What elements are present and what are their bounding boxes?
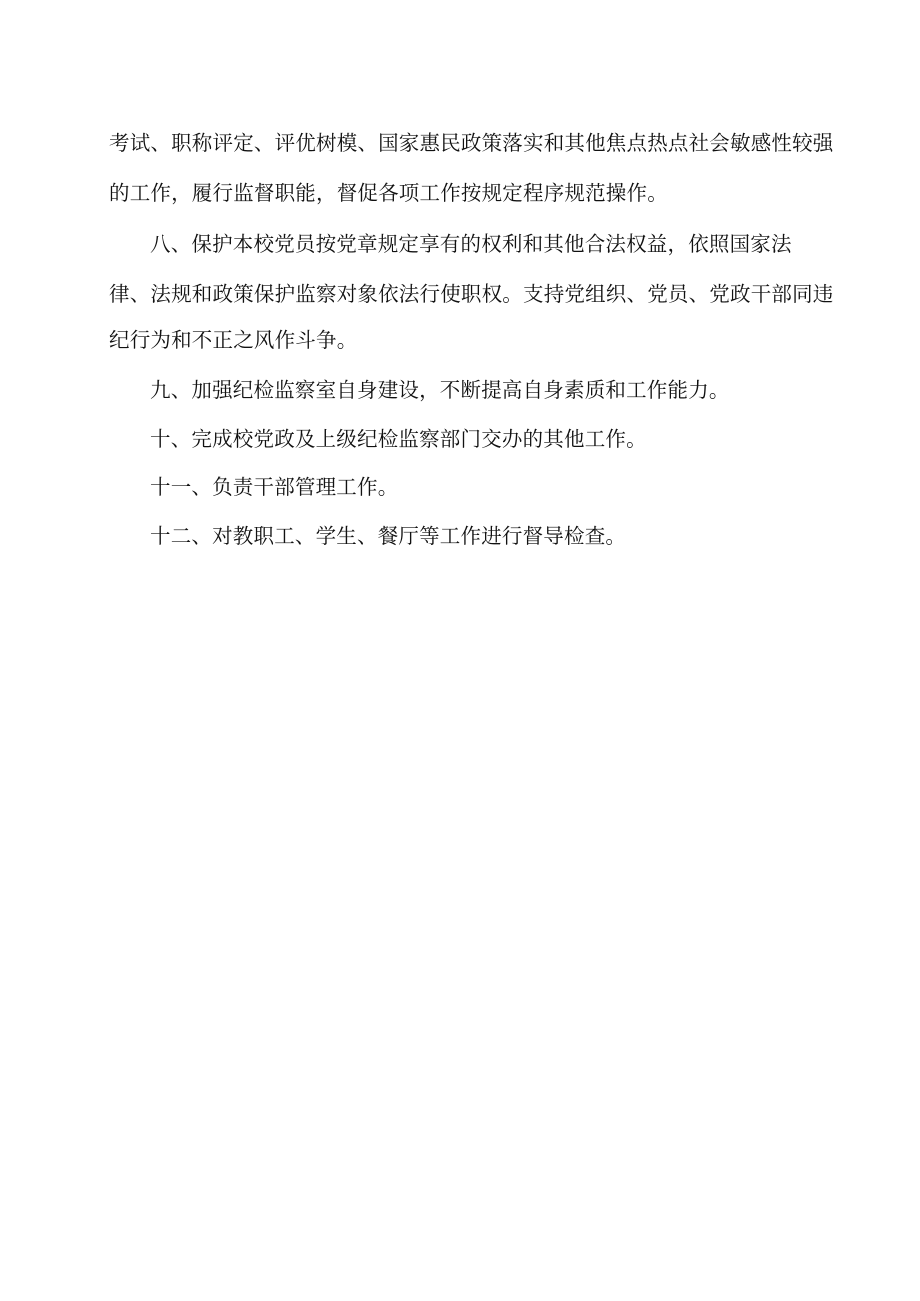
paragraph-8-line-3: 纪行为和不正之风作斗争。 — [109, 328, 358, 352]
paragraph-11: 十一、负责干部管理工作。 — [150, 475, 399, 499]
paragraph-10: 十、完成校党政及上级纪检监察部门交办的其他工作。 — [150, 427, 647, 451]
paragraph-8-line-1: 八、保护本校党员按党章规定享有的权利和其他合法权益，依照国家法 — [150, 232, 792, 256]
text-line: 考试、职称评定、评优树模、国家惠民政策落实和其他焦点热点社会敏感性较强 — [109, 131, 834, 155]
paragraph-9: 九、加强纪检监察室自身建设，不断提高自身素质和工作能力。 — [150, 378, 730, 402]
text-line: 的工作，履行监督职能，督促各项工作按规定程序规范操作。 — [109, 181, 668, 205]
paragraph-12: 十二、对教职工、学生、餐厅等工作进行督导检查。 — [150, 524, 627, 548]
paragraph-8-line-2: 律、法规和政策保护监察对象依法行使职权。支持党组织、党员、党政干部同违 — [109, 282, 834, 306]
